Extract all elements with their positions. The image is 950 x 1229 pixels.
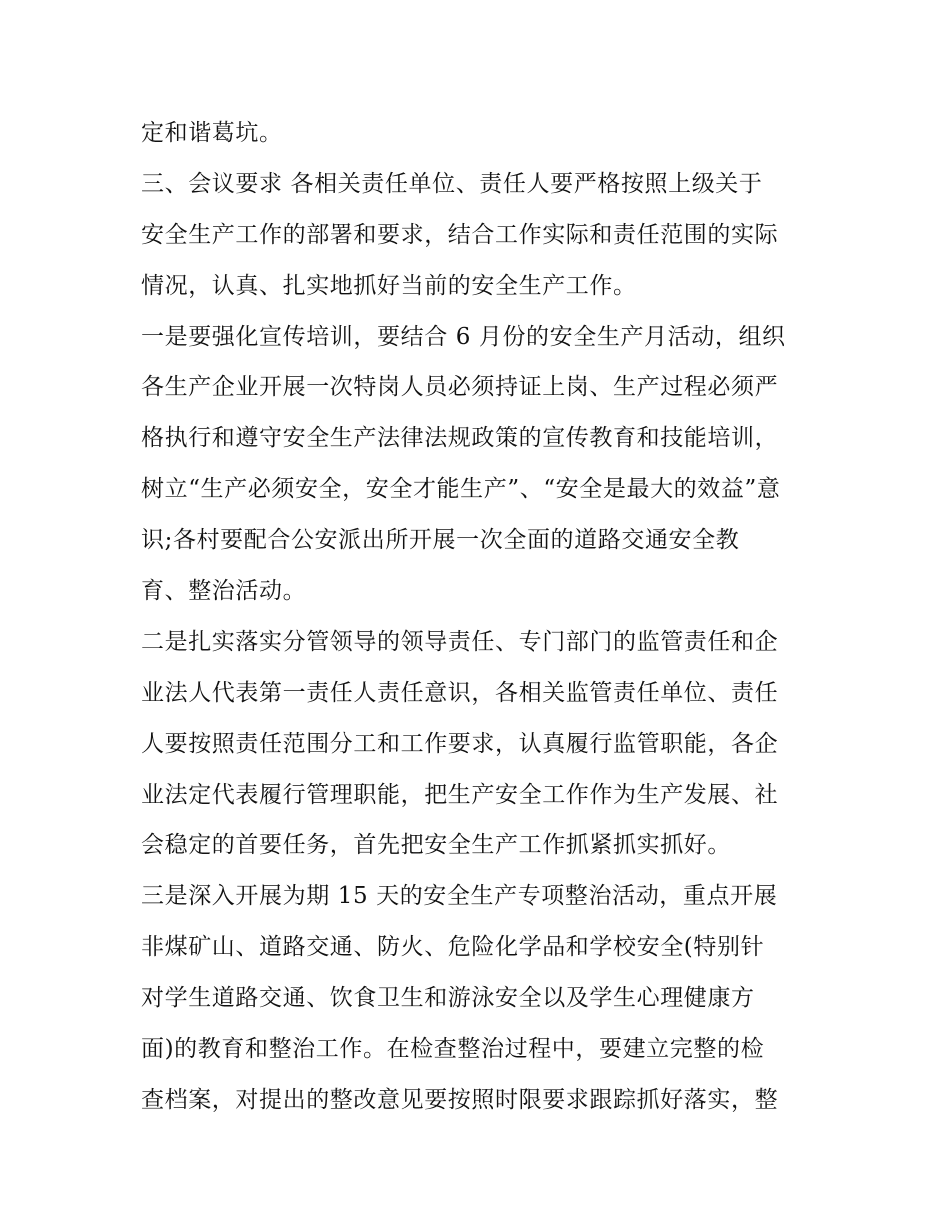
text-line: 树立“生产必须安全，安全才能生产”、“安全是最大的效益”意 [141,476,781,503]
text-line: 面)的教育和整治工作。在检查整治过程中，要建立完整的检 [141,1036,765,1063]
text-line: 各生产企业开展一次特岗人员必须持证上岗、生产过程必须严 [141,374,779,401]
text-line: 三、会议要求 各相关责任单位、责任人要严格按照上级关于 [141,170,763,197]
text-line: 育、整治活动。 [141,578,307,605]
text-line: 业法定代表履行管理职能，把生产安全工作作为生产发展、社 [141,781,779,808]
text-line: 业法人代表第一责任人责任意识，各相关监管责任单位、责任 [141,679,779,706]
text-line: 二是扎实落实分管领导的领导责任、专门部门的监管责任和企 [141,628,779,655]
text-line: 非煤矿山、道路交通、防火、危险化学品和学校安全(特别针 [141,934,765,961]
document-body [141,108,821,1126]
text-line: 会稳定的首要任务，首先把安全生产工作抓紧抓实抓好。 [141,832,731,859]
text-line: 对学生道路交通、饮食卫生和游泳安全以及学生心理健康方 [141,985,755,1012]
text-line: 人要按照责任范围分工和工作要求，认真履行监管职能，各企 [141,730,779,757]
text-line: 识;各村要配合公安派出所开展一次全面的道路交通安全教 [141,527,740,554]
text-line: 三是深入开展为期 15 天的安全生产专项整治活动，重点开展 [141,883,778,910]
text-line: 格执行和遵守安全生产法律法规政策的宣传教育和技能培训， [141,425,779,452]
text-line: 查档案，对提出的整改意见要按照时限要求跟踪抓好落实，整 [141,1086,779,1113]
text-line: 定和谐葛坑。 [141,120,283,146]
text-line: 情况，认真、扎实地抓好当前的安全生产工作。 [141,272,637,299]
text-line: 安全生产工作的部署和要求，结合工作实际和责任范围的实际 [141,221,779,248]
text-line: 一是要强化宣传培训，要结合 6 月份的安全生产月活动，组织 [141,323,786,350]
